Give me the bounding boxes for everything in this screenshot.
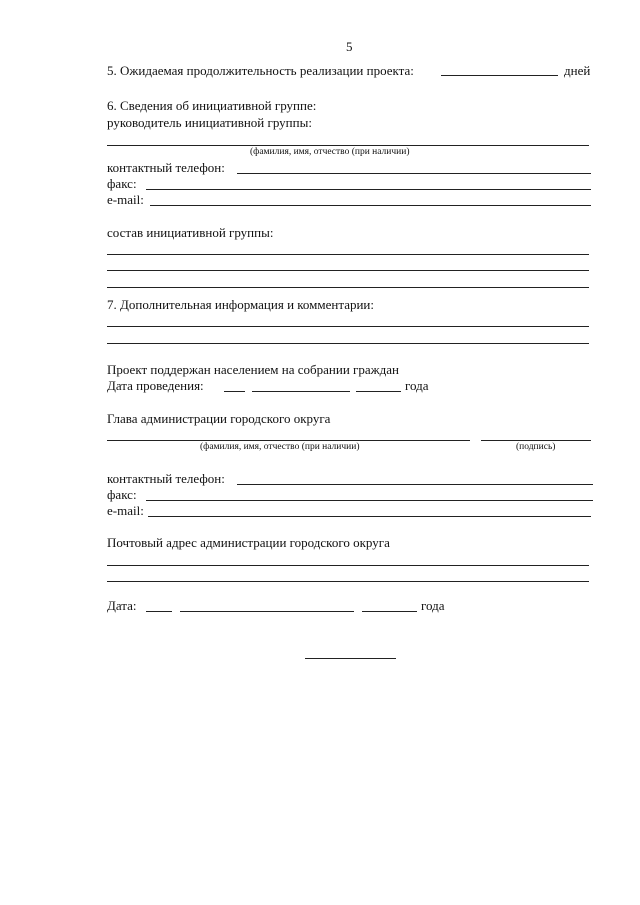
duration-field[interactable]: [441, 75, 558, 76]
additional-info-line-1[interactable]: [107, 326, 589, 327]
meeting-year-field[interactable]: [356, 391, 401, 392]
head-fax-field[interactable]: [146, 500, 593, 501]
leader-fio-caption: (фамилия, имя, отчество (при наличии): [250, 147, 410, 157]
head-phone-field[interactable]: [237, 484, 593, 485]
head-signature-field[interactable]: [481, 440, 591, 441]
head-title: Глава администрации городского округа: [107, 411, 331, 426]
leader-fax-label: факс:: [107, 176, 137, 191]
group-composition-line-1[interactable]: [107, 254, 589, 255]
head-fax-label: факс:: [107, 487, 137, 502]
end-separator: [305, 658, 396, 659]
head-email-label: e-mail:: [107, 503, 144, 518]
postal-address-line-1[interactable]: [107, 565, 589, 566]
head-fio-caption: (фамилия, имя, отчество (при наличии): [200, 442, 360, 452]
group-composition-line-3[interactable]: [107, 287, 589, 288]
meeting-day-field[interactable]: [224, 391, 245, 392]
duration-unit: дней: [564, 63, 591, 78]
initiative-group-heading: 6. Сведения об инициативной группе:: [107, 98, 317, 113]
postal-address-line-2[interactable]: [107, 581, 589, 582]
group-composition-line-2[interactable]: [107, 270, 589, 271]
meeting-month-field[interactable]: [252, 391, 350, 392]
additional-info-line-2[interactable]: [107, 343, 589, 344]
group-leader-label: руководитель инициативной группы:: [107, 115, 312, 130]
footer-year-field[interactable]: [362, 611, 417, 612]
duration-label: 5. Ожидаемая продолжительность реализации проекта:: [107, 63, 414, 78]
head-phone-label: контактный телефон:: [107, 471, 225, 486]
group-leader-field[interactable]: [107, 145, 589, 146]
footer-date-label: Дата:: [107, 598, 137, 613]
meeting-date-label: Дата проведения:: [107, 378, 204, 393]
footer-year-word: года: [421, 598, 445, 613]
footer-day-field[interactable]: [146, 611, 172, 612]
head-fio-field[interactable]: [107, 440, 470, 441]
support-statement: Проект поддержан населением на собрании граждан: [107, 362, 399, 377]
leader-phone-label: контактный телефон:: [107, 160, 225, 175]
postal-address-label: Почтовый адрес администрации городского округа: [107, 535, 390, 550]
leader-email-label: e-mail:: [107, 192, 144, 207]
leader-email-field[interactable]: [150, 205, 591, 206]
leader-phone-field[interactable]: [237, 173, 591, 174]
meeting-year-word: года: [405, 378, 429, 393]
leader-fax-field[interactable]: [146, 189, 591, 190]
additional-info-heading: 7. Дополнительная информация и комментарии:: [107, 297, 375, 312]
head-email-field[interactable]: [148, 516, 591, 517]
page-number: 5: [346, 39, 353, 54]
footer-month-field[interactable]: [180, 611, 354, 612]
head-signature-caption: (подпись): [516, 442, 556, 452]
group-composition-label: состав инициативной группы:: [107, 225, 274, 240]
